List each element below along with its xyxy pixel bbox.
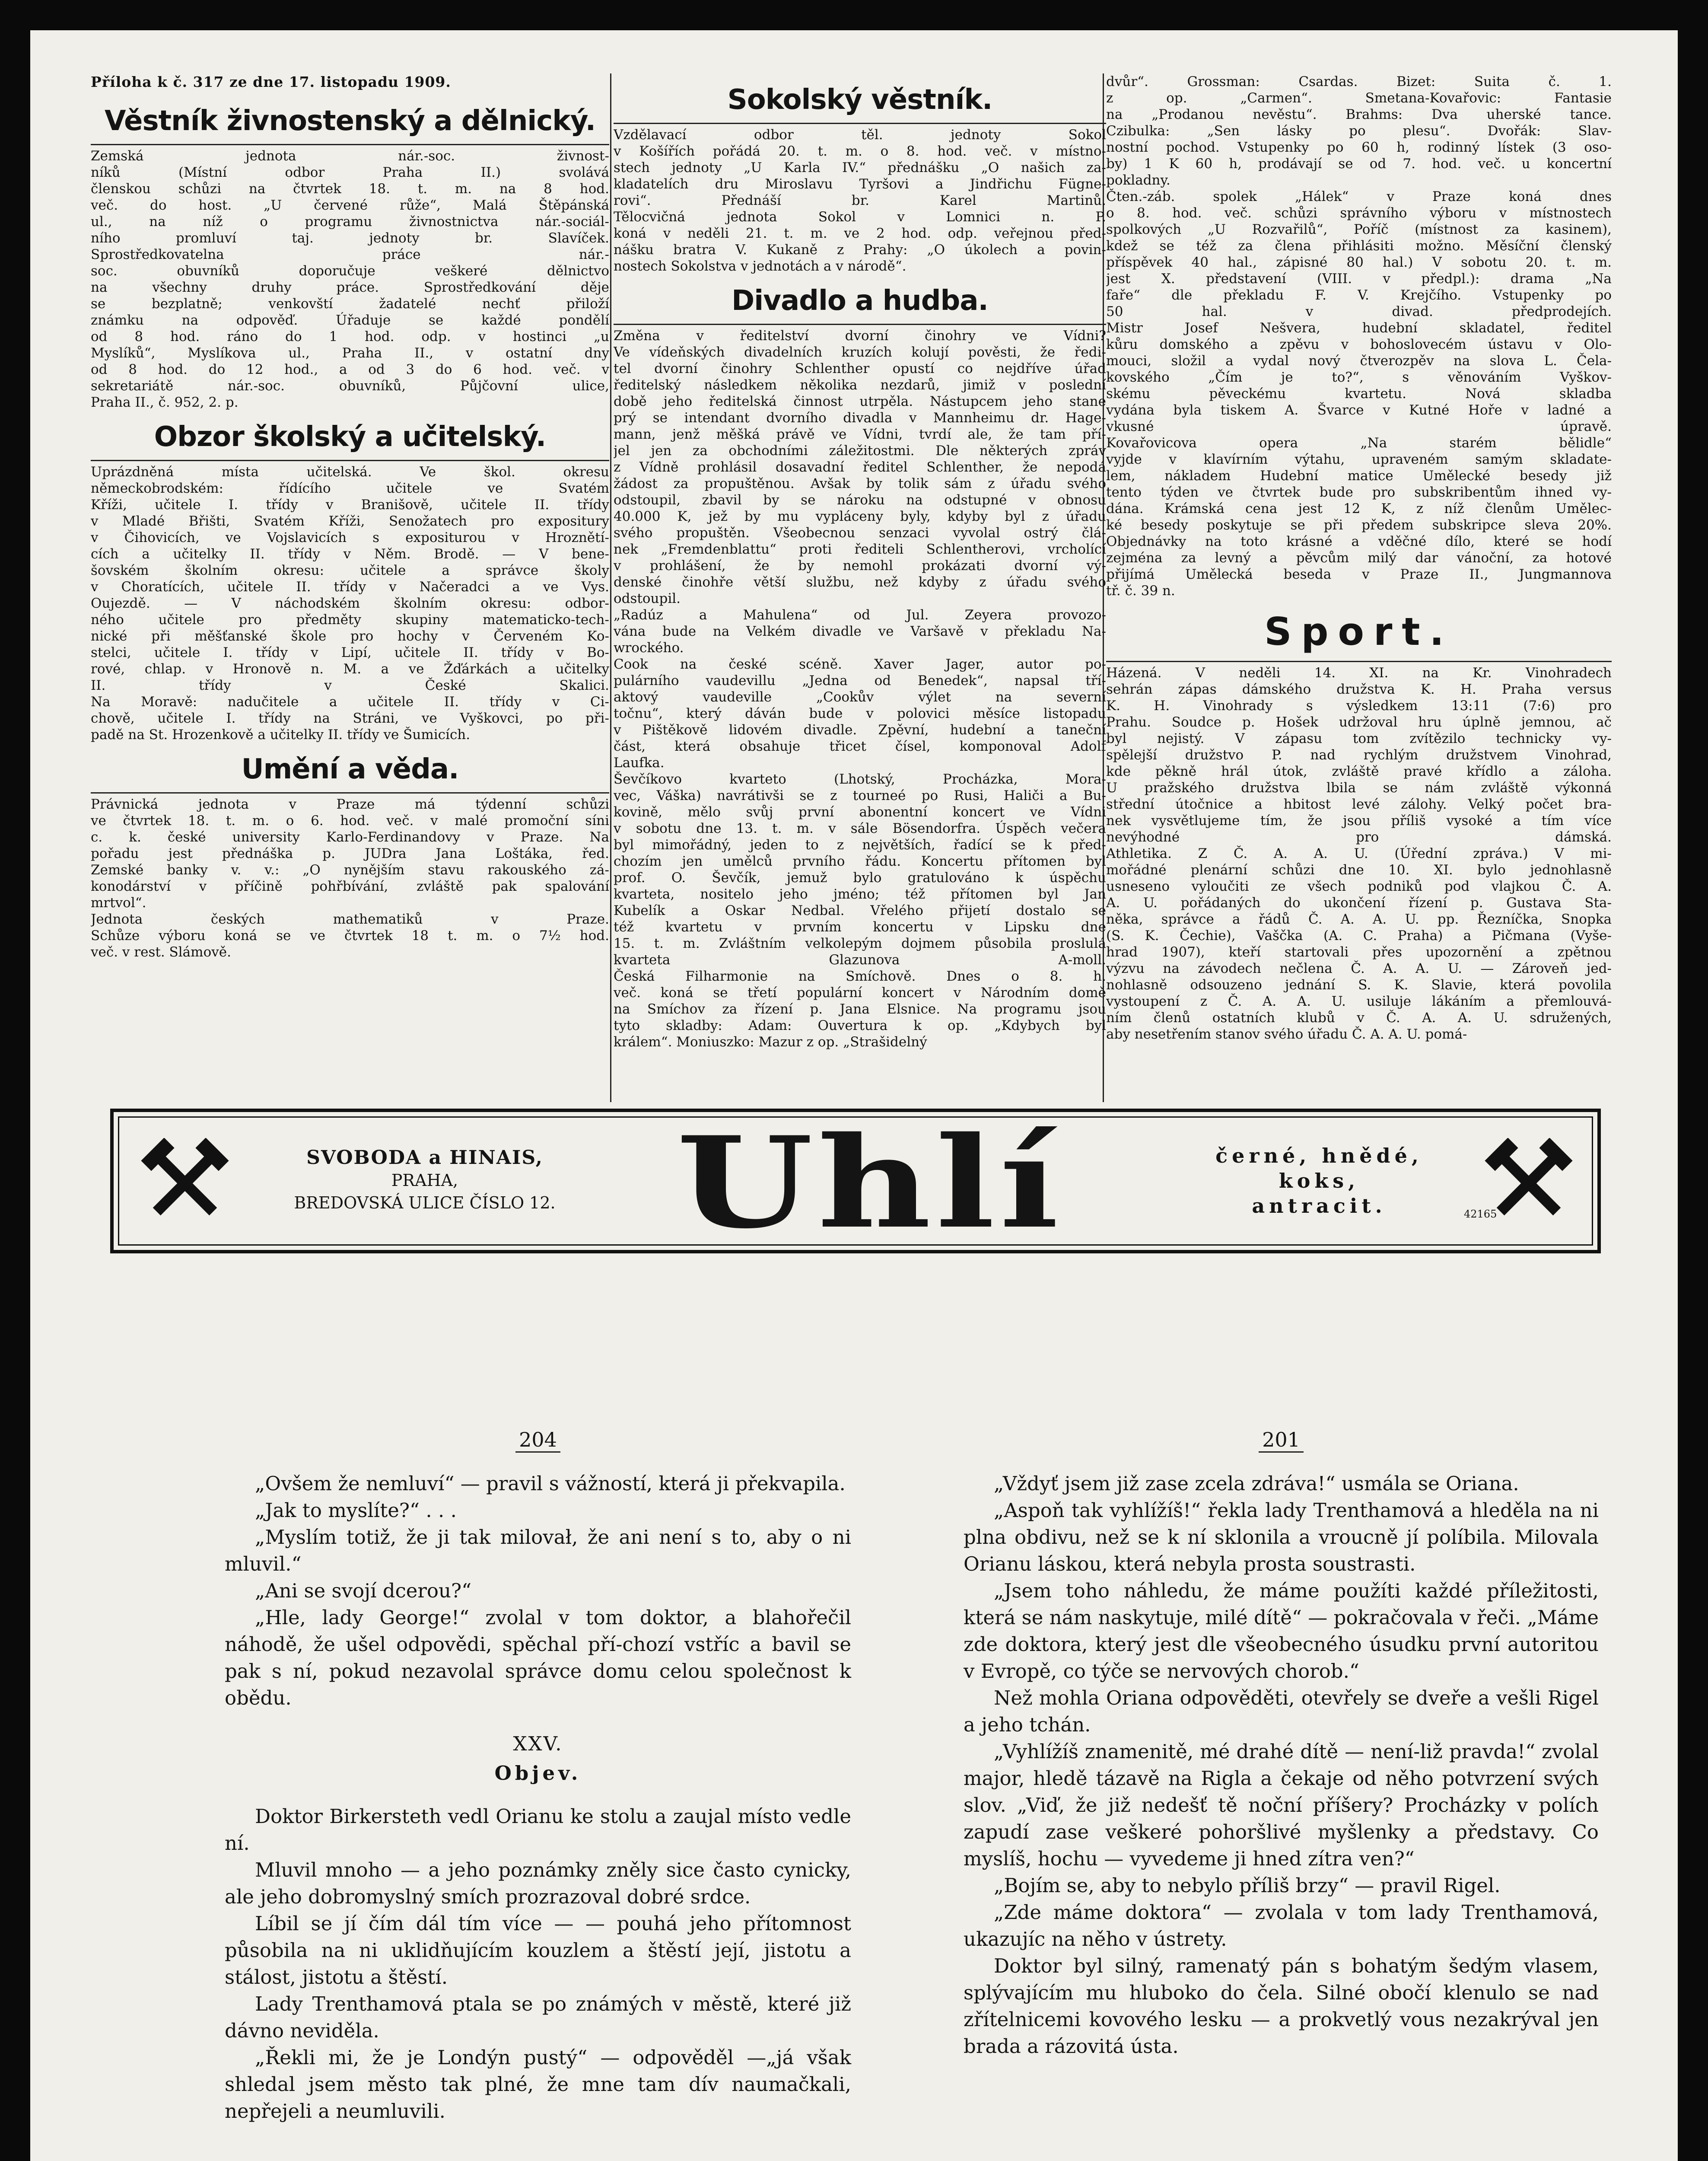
- paragraph: „Hle, lady George!“ zvolal v tom doktor, a blahořečil náhodě, že ušel odpovědi, spěchal pří-chozí vstříc a bavil se pak s ní, pokud nezavolal správce domu celou společnost k obědu.: [225, 1606, 851, 1709]
- text-line: vyjde v klavírním výtahu, upraveném samým skladate-: [1106, 452, 1612, 467]
- text-line: koná v neděli 21. t. m. ve 2 hod. odp. veřejnou před-: [614, 226, 1106, 241]
- section-title: Věstník živnostenský a dělnický.: [105, 105, 595, 137]
- text-line: kvarteta, nositelo jeho jméno; též přítomen byl Jan: [614, 886, 1106, 902]
- text-line: ního promluví taj. jednoty br. Slavíček.: [91, 230, 609, 246]
- text-line: c. k. české university Karlo-Ferdinandovy v Praze. Na: [91, 829, 609, 845]
- text-line: cích a učitelky II. třídy v Něm. Brodě. — V bene-: [91, 546, 609, 562]
- text-line: Prahu. Soudce p. Hošek udržoval hru úplně jemnou, ač: [1106, 714, 1612, 730]
- text-line: Házená. V neděli 14. XI. na Kr. Vinohradech: [1106, 665, 1612, 681]
- column-middle: [614, 73, 1106, 1050]
- text-line: stelci, učitele I. třídy v Lipí, učitele II. třídy v Bo-: [91, 645, 609, 660]
- text-line: Na Moravě: nadučitele a učitele II. třídy v Ci-: [91, 694, 609, 710]
- section-title: Umění a věda.: [241, 753, 459, 785]
- text-line: hrad 1907), kteří startovali přes upozornění a zpětnou: [1106, 944, 1612, 960]
- text-line: kvarteta Glazunova A-moll.: [614, 952, 1106, 968]
- text-line: přijímá Umělecká beseda v Praze II., Jungmannova: [1106, 567, 1612, 582]
- paragraph: Líbil se jí čím dál tím více — — pouhá jeho přítomnost působila na ni uklidňujícím kouzlem a štěstí její, jistotu a stálost, jistotu a štěstí.: [225, 1912, 851, 1989]
- text-line: Cook na české scéně. Xaver Jager, autor po-: [614, 657, 1106, 672]
- text-line: německobrodském: řídícího učitele ve Svatém: [91, 481, 609, 496]
- text-line: nostech Sokolstva v jednotách a v národě“.: [614, 258, 906, 274]
- text-line: Kubelík a Oskar Nedbal. Vřelého přijetí dostalo se: [614, 903, 1106, 918]
- text-line: Kříži, učitele I. třídy v Branišově, učitele II. třídy: [91, 497, 609, 513]
- text-line: soc. obuvníků doporučuje veškeré dělnictvo: [91, 263, 609, 279]
- ad-kinds-2: koks,: [1279, 1169, 1360, 1192]
- text-line: 50 hal. v divad. předprodejích.: [1106, 304, 1612, 319]
- text-line: Sprostředkovatelna práce nár.-: [91, 247, 609, 262]
- text-line: spolkových „U Rozvařilů“, Poříč (místnost za kasinem),: [1106, 222, 1612, 237]
- text-line: Laufka.: [614, 755, 665, 771]
- text-line: známku na odpověď. Úřaduje se každé pondělí: [91, 312, 609, 328]
- text-line: konodárství v příčině pohřbívání, zvláště pak spalování: [91, 879, 609, 894]
- text-line: z Vídně prohlásil dosavadní ředitel Schlenther, že nepodá: [614, 459, 1106, 475]
- text-line: od 8 hod. ráno do 1 hod. odp. v hostinci „u: [91, 329, 609, 344]
- paragraph: „Bojím se, aby to nebylo příliš brzy“ — pravil Rigel.: [994, 1874, 1501, 1897]
- text-line: Zemská jednota nár.-soc. živnost-: [91, 148, 609, 164]
- text-line: Praha II., č. 952, 2. p.: [91, 395, 239, 410]
- text-line: Vzdělavací odbor těl. jednoty Sokol: [614, 127, 1106, 143]
- text-line: padě na St. Hrozenkově a učitelky II. třídy ve Šumicích.: [91, 727, 471, 743]
- page-left-paragraphs-2: [225, 1803, 851, 2125]
- text-line: II. třídy v České Skalici.: [91, 678, 609, 693]
- text-line: več. koná se třetí populární koncert v Národním domě: [614, 985, 1106, 1001]
- text-line: denské činohře větší službu, než kdyby z úřadu svého: [614, 574, 1106, 590]
- ad-headline: [606, 1109, 1133, 1256]
- text-line: Ve vídeňských divadelních kruzích kolují pověsti, že ředi-: [614, 344, 1106, 360]
- paragraph: „Řekli mi, že je Londýn pustý“ — odpověděl —„já však shledal jsem město tak plné, že mne tam dív naumačkali, nepřejeli a neumluvili.: [225, 2046, 851, 2123]
- text-line: též kvartetu v prvním koncertu v Lipsku dne: [614, 919, 1106, 935]
- text-line: Mistr Josef Nešvera, hudební skladatel, ředitel: [1106, 320, 1612, 336]
- text-line: byl mimořádný, jeden to z největších, řadící se k před-: [614, 837, 1106, 853]
- text-line: Tělocvičná jednota Sokol v Lomnici n. P.: [614, 209, 1106, 225]
- text-line: z op. „Carmen“. Smetana-Kovařovic: Fantasie: [1106, 90, 1612, 106]
- text-line: „Radúz a Mahulena“ od Jul. Zeyera provozo-: [614, 607, 1106, 623]
- text-line: jel jen za obchodními záležitostmi. Dle některých zpráv: [614, 443, 1106, 459]
- text-line: na „Prodanou nevěstu“. Brahms: Dva uherské tance.: [1106, 107, 1612, 122]
- text-line: 40.000 K, jež by mu vypláceny byly, kdyby byl z úřadu: [614, 509, 1106, 524]
- text-line: Právnická jednota v Praze má týdenní schůzi: [91, 797, 609, 812]
- text-line: Jednota českých mathematiků v Praze.: [91, 912, 609, 927]
- ad-firm: SVOBODA a HINAIS,: [306, 1147, 543, 1169]
- text-line: chově, učitele I. třídy na Stráni, ve Vyškovci, po při-: [91, 711, 609, 726]
- text-line: odstoupil, zbavil by se nároku na odstupné v obnosu: [614, 492, 1106, 508]
- text-line: več. v rest. Slámově.: [91, 944, 231, 960]
- text-line: Oujezdě. — V náchodském školním okresu: odbor-: [91, 596, 609, 611]
- text-line: kladatelích dru Miroslavu Tyršovi a Jindřichu Fügne-: [614, 176, 1106, 192]
- text-line: vána bude na Velkém divadle ve Varšavě v překladu Na-: [614, 624, 1106, 639]
- text-line: prof. O. Ševčík, jemuž bylo gratulováno k úspěchu: [614, 870, 1106, 886]
- book-page-right: [964, 1426, 1599, 2060]
- section-rule: [91, 792, 609, 794]
- text-line: byl nejistý. V zápasu tom zvítězilo technicky vy-: [1106, 731, 1612, 746]
- text-line: králem“. Moniuszko: Mazur z op. „Strašidelný: [614, 1034, 927, 1050]
- text-line: odstoupil.: [614, 591, 681, 606]
- column-rule: [610, 73, 611, 1102]
- text-line: kůru domského a zpěvu v bohoslovecém ústavu v Olo-: [1106, 337, 1612, 352]
- text-line: sehrán zápas dámského družstva K. H. Praha versus: [1106, 682, 1612, 697]
- section-rule: [614, 123, 1106, 124]
- paragraph: „Jak to myslíte?“ . . .: [255, 1499, 457, 1522]
- section-rule: [91, 460, 609, 461]
- column-left: [91, 73, 609, 960]
- text-line: vec, Váška) navrátivši se z tourneé po Rusi, Haliči a Bu-: [614, 788, 1106, 803]
- paragraph: Než mohla Oriana odpověděti, otevřely se dveře a vešli Rigel a jeho tchán.: [964, 1686, 1599, 1736]
- text-line: v sobotu dne 13. t. m. v sále Bösendorfra. Úspěch večera: [614, 821, 1106, 836]
- ad-kinds-block: [1168, 1143, 1470, 1218]
- paragraph: „Jsem toho náhledu, že máme použíti každé příležitosti, která se nám naskytuje, milé dítě“ — pokračovala v řeči. „Máme zde doktora, který jest dle všeobecného úsudku první autoritou v Evropě, co týče se nervových chorob.“: [964, 1579, 1599, 1683]
- text-line: rové, chlap. v Hronově n. M. a ve Žďárkách a učitelky: [91, 661, 609, 677]
- text-line: od 8 hod. do 12 hod., a od 3 do 6 hod. več. v: [91, 362, 609, 377]
- text-line: točnu“, který dáván bude v polovici měsíce listopadu: [614, 706, 1106, 721]
- text-line: Myslíků“, Myslíkova ul., Praha II., v ostatní dny: [91, 345, 609, 361]
- section-rule: [91, 144, 609, 145]
- ad-company-block: [274, 1147, 576, 1214]
- section-rule: [1106, 661, 1612, 662]
- text-line: mrtvol“.: [91, 895, 146, 911]
- paragraph: „Aspoň tak vyhlížíš!“ řekla lady Trenthamová a hleděla na ni plna obdivu, než se k ní sklonila a vroucně jí políbila. Milovala Orianu láskou, která nebyla prosta soustrasti.: [964, 1499, 1599, 1575]
- text-line: nohlasně odsouzeno jednání S. K. Slavie, která povolila: [1106, 977, 1612, 993]
- text-line: ného učitele pro předměty skupiny matematicko-tech-: [91, 612, 609, 628]
- paragraph: „Ovšem že nemluví“ — pravil s vážností, která ji překvapila.: [255, 1472, 846, 1495]
- text-line: ve čtvrtek 18. t. m. o 6. hod. več. v malé promoční síni: [91, 813, 609, 829]
- text-line: v Mladé Břišti, Svatém Kříži, Senožatech pro expositury: [91, 513, 609, 529]
- text-line: nášku bratra V. Kukaně z Prahy: „O úkolech a povin-: [614, 242, 1106, 258]
- text-line: aby nesetřením stanov svého úřadu Č. A. A. U. pomá-: [1106, 1026, 1467, 1042]
- text-line: sekretariátě nár.-soc. obuvníků, Půjčovní ulice,: [91, 378, 609, 394]
- text-line: zejména za levný a pěvcům milý dar vánoční, za hotové: [1106, 550, 1612, 566]
- text-line: na Smíchov za řízení p. Jana Elsnice. Na programu jsou: [614, 1001, 1106, 1017]
- text-line: kde pěkně hrál útok, zvláště pravé křídlo a záloha.: [1106, 764, 1612, 779]
- paragraph: „Vyhlížíš znamenitě, mé drahé dítě — není-liž pravda!“ zvolal major, hledě tázavě na Rigla a čekaje od něho potvrzení svých slov. „Viď, že již nedešť tě noční příšery? Procházky v polích zapudí zase veškeré pohoršlivé myšlenky a představy. Co myslíš, hochu — vyvedeme ji hned zítra ven?“: [964, 1740, 1599, 1870]
- text-line: ním členů ostatních klubů v Č. A. A. U. sdružených,: [1106, 1010, 1612, 1026]
- column-middle-body: [614, 84, 1106, 1050]
- section-title: Sokolský věstník.: [727, 84, 992, 116]
- text-line: Uprázdněná místa učitelská. Ve škol. okresu: [91, 464, 609, 480]
- text-line: nické při měšťanské škole pro hochy v Červeném Ko-: [91, 628, 609, 644]
- text-line: pulárního vaudevillu „Jedna od Benedek“, napsal tří-: [614, 673, 1106, 688]
- text-line: výzvu na závodech nečlena Č. A. A. U. — Zároveň jed-: [1106, 961, 1612, 976]
- hammers-icon: [140, 1138, 230, 1229]
- paragraph: „Zde máme doktora“ — zvolala v tom lady Trenthamová, ukazujíc na něho v ústrety.: [964, 1901, 1599, 1951]
- text-line: v Čihovicích, ve Vojslavicích s expositurou v Hroznětí-: [91, 530, 609, 545]
- text-line: več. do host. „U červené růže“, Malá Štěpánská: [91, 198, 609, 213]
- text-line: usneseno vyloučiti ze všech podniků pod vlajkou Č. A.: [1106, 879, 1612, 894]
- text-line: střední útočnice a hbitost levé zálohy. Velký počet bra-: [1106, 797, 1612, 812]
- text-line: mann, jenž měšká právě ve Vídni, tvrdí ale, že tam pří-: [614, 427, 1106, 442]
- text-line: mořádné plenární schůzi dne 10. XI. bylo jednohlasně: [1106, 862, 1612, 878]
- text-line: tento týden ve čtvrtek bude pro subskribentům ihned vy-: [1106, 484, 1612, 500]
- text-line: by) 1 K 60 h, prodávají se od 7. hod. več. u koncertní: [1106, 156, 1612, 172]
- text-line: ředitelský následkem několika nezdarů, jimiž v poslední: [614, 377, 1106, 393]
- text-line: jest X. představení (VIII. v předpl.): drama „Na: [1106, 271, 1612, 287]
- text-line: žádost za propuštěnou. Avšak by tolik sám z úřadu svého: [614, 476, 1106, 491]
- paragraph: Lady Trenthamová ptala se po známých v městě, které již dávno neviděla.: [225, 1992, 851, 2042]
- text-line: ul., na níž o programu živnostnictva nár.-sociál-: [91, 214, 609, 229]
- text-line: skému pěveckému kvartetu. Nová skladba: [1106, 386, 1612, 402]
- text-line: Změna v ředitelství dvorní činohry ve Vídni?: [614, 328, 1106, 344]
- text-line: kovského „Čím je to?“, s věnováním Vyškov-: [1106, 370, 1612, 385]
- text-line: mouci, složil a vydal nový čtverozpěv na slova L. Čela-: [1106, 353, 1612, 369]
- page-number-right: 201: [964, 1426, 1599, 1453]
- text-line: lem, nákladem Hudební matice Umělecké besedy již: [1106, 468, 1612, 484]
- text-line: rovi“. Přednáší br. Karel Martinů.: [614, 193, 1106, 208]
- text-line: U pražského družstva lbila se nám zvláště výkonná: [1106, 780, 1612, 796]
- paragraph: „Myslím totiž, že ji tak milovał, že ani není s to, aby o ni mluvil.“: [225, 1526, 851, 1575]
- page-number-left: 204: [225, 1426, 851, 1453]
- text-line: spělejší družstvo P. nad rychlým družstvem Vinohrad,: [1106, 747, 1612, 763]
- text-line: dvůr“. Grossman: Csardas. Bizet: Suita č. 1.: [1106, 74, 1612, 89]
- page-left-paragraphs: [225, 1470, 851, 1712]
- paragraph: Mluvil mnoho — a jeho poznámky zněly sice často cynicky, ale jeho dobromyslný smích prozrazoval dobré srdce.: [225, 1858, 851, 1908]
- column-right-body: [1106, 73, 1612, 1042]
- paragraph: „Ani se svojí dcerou?“: [255, 1579, 472, 1602]
- text-line: Schůze výboru koná se ve čtvrtek 18 t. m. o 7½ hod.: [91, 928, 609, 943]
- ad-headline-text: Uhlí: [676, 1109, 1063, 1256]
- section-title: Divadlo a hudba.: [732, 285, 988, 317]
- text-line: prý se intendant dvorního divadla v Mannheimu dr. Hage-: [614, 410, 1106, 426]
- hammers-icon: [1483, 1138, 1574, 1229]
- text-line: Česká Filharmonie na Smíchově. Dnes o 8. h.: [614, 969, 1106, 984]
- chapter-number: XXV.: [513, 1732, 563, 1755]
- text-line: vydána byla tiskem A. Švarce v Kutné Hoře v ladné a: [1106, 402, 1612, 418]
- text-line: Kovařovicova opera „Na starém bělidle“: [1106, 435, 1612, 451]
- page-right-paragraphs: [964, 1470, 1599, 2060]
- section-rule: [614, 324, 1106, 325]
- text-line: nek „Fremdenblattu“ proti řediteli Schlentherovi, vrcholící: [614, 542, 1106, 557]
- text-line: Objednávky na toto krásné a vděčné dílo, které se hodí: [1106, 534, 1612, 549]
- text-line: v Pištěkově lidovém divadle. Zpěvní, hudební a taneční: [614, 722, 1106, 738]
- section-title: Sport.: [1264, 609, 1454, 654]
- text-line: nek vysvětlujeme tím, že jsou příliš vysoké a tím více: [1106, 813, 1612, 829]
- text-line: Athletika. Z Č. A. A. U. (Úřední zpráva.) V mi-: [1106, 846, 1612, 861]
- text-line: Zemské banky v. v.: „O nynějším stavu rakouského zá-: [91, 862, 609, 878]
- text-line: A. U. pořádaných do ukončení řízení p. Gustava Sta-: [1106, 895, 1612, 911]
- text-line: kovině, mělo svůj první abonentní koncert ve Vídni: [614, 804, 1106, 820]
- text-line: Czibulka: „Sen lásky po plesu“. Dvořák: Slav-: [1106, 123, 1612, 139]
- text-line: se bezplatně; venkovští žadatelé nechť přiloží: [91, 296, 609, 312]
- text-line: na všechny druhy práce. Sprostředkování děje: [91, 280, 609, 295]
- text-line: členskou schůzi na čtvrtek 18. t. m. na 8 hod.: [91, 181, 609, 197]
- text-line: část, která obsahuje třicet čísel, komponoval Adolf: [614, 739, 1106, 754]
- text-line: 15. t. m. Zvláštním velkolepým dojmem působila proslulá: [614, 936, 1106, 951]
- text-line: Čten.-záb. spolek „Hálek“ v Praze koná dnes: [1106, 189, 1612, 204]
- paragraph: Doktor byl silný, ramenatý pán s bohatým šedým vlasem, splývajícím mu hluboko do čela. Silné obočí klenulo se nad zřítelnicemi kovového lesku — a prokvetlý vous nezakrýval jen brada a rázovitá ústa.: [964, 1954, 1599, 2058]
- coal-advertisement: [110, 1109, 1601, 1256]
- text-line: stech jednoty „U Karla IV.“ přednášku „O našich za-: [614, 160, 1106, 175]
- column-left-body: [91, 105, 609, 960]
- text-line: vkusné úpravě.: [1106, 419, 1612, 434]
- text-line: příspěvek 40 hal., zápisné 80 hal.) V sobotu 20. t. m.: [1106, 255, 1612, 270]
- text-line: svého propuštěn. Všeobecnou senzaci vyvolal ostrý člá-: [614, 525, 1106, 541]
- text-line: pořadu jest přednáška p. JUDra Jana Loštáka, řed.: [91, 846, 609, 861]
- text-line: dána. Krámská cena jest 12 K, z níž členům Umělec-: [1106, 501, 1612, 516]
- text-line: tel dvorní činohry Schlenther opustí co nejdříve úřad: [614, 361, 1106, 376]
- text-line: aktový vaudeville „Cookův výlet na severní: [614, 689, 1106, 705]
- section-title: Obzor školský a učitelský.: [154, 421, 546, 453]
- ad-kinds-3: antracit.: [1252, 1194, 1387, 1218]
- text-line: o 8. hod. več. schůzi správního výboru v místnostech: [1106, 205, 1612, 221]
- book-page-left: [225, 1426, 851, 2125]
- ad-kinds-1: černé, hnědé,: [1215, 1144, 1423, 1167]
- paragraph: „Vždyť jsem již zase zcela zdráva!“ usmála se Oriana.: [994, 1472, 1519, 1495]
- text-line: níků (Místní odbor Praha II.) svolává: [91, 165, 609, 180]
- issue-header: Příloha k č. 317 ze dne 17. listopadu 1909.: [91, 73, 451, 90]
- text-line: pokladny.: [1106, 172, 1170, 188]
- text-line: nevýhodné pro dámská.: [1106, 829, 1612, 845]
- column-right: [1106, 73, 1612, 1042]
- text-line: době jeho ředitelská činnost utrpěla. Nástupcem jeho stane: [614, 394, 1106, 409]
- text-line: v Choratících, učitele II. třídy v Načeradci a ve Vys.: [91, 579, 609, 595]
- ad-city: PRAHA,: [391, 1171, 458, 1190]
- ad-street: BREDOVSKÁ ULICE ČÍSLO 12.: [294, 1193, 556, 1212]
- ad-number: 42165: [1464, 1208, 1497, 1220]
- text-line: vystoupení z Č. A. A. U. usiluje lákáním a přemlouvá-: [1106, 994, 1612, 1009]
- paragraph: Doktor Birkersteth vedl Orianu ke stolu a zaujal místo vedle ní.: [225, 1805, 851, 1855]
- text-line: Ševčíkovo kvarteto (Lhotský, Procházka, Mora-: [614, 771, 1106, 787]
- text-line: v prohlášení, že by nemohl prokázati dvorní vý-: [614, 558, 1106, 574]
- text-line: ké besedy poskytuje se při předem subskripce sleva 20%.: [1106, 517, 1612, 533]
- text-line: tyto skladby: Adam: Ouvertura k op. „Kdybych byl: [614, 1018, 1106, 1033]
- text-line: kdež se též za člena přihlásiti možno. Měsíční členský: [1106, 238, 1612, 254]
- text-line: (S. K. Čechie), Vaščka (A. C. Praha) a Pičmana (Vyše-: [1106, 928, 1612, 943]
- text-line: něka, správce a řádů Č. A. A. U. pp. Řezníčka, Snopka: [1106, 912, 1612, 927]
- text-line: v Košířích pořádá 20. t. m. o 8. hod. več. v místno-: [614, 143, 1106, 159]
- text-line: chozím jen umělců prvního řádu. Koncertu přítomen byl: [614, 854, 1106, 869]
- text-line: šovském školním okresu: učitele a správce školy: [91, 563, 609, 578]
- chapter-title: Objev.: [494, 1762, 582, 1785]
- text-line: K. H. Vinohrady s výsledkem 13:11 (7:6) pro: [1106, 698, 1612, 714]
- text-line: tř. č. 39 n.: [1106, 583, 1175, 599]
- text-line: nostní pochod. Vstupenky po 60 h, rodinný lístek (3 oso-: [1106, 140, 1612, 155]
- text-line: faře“ dle překladu F. V. Krejčího. Vstupenky po: [1106, 287, 1612, 303]
- text-line: wrockého.: [614, 640, 684, 656]
